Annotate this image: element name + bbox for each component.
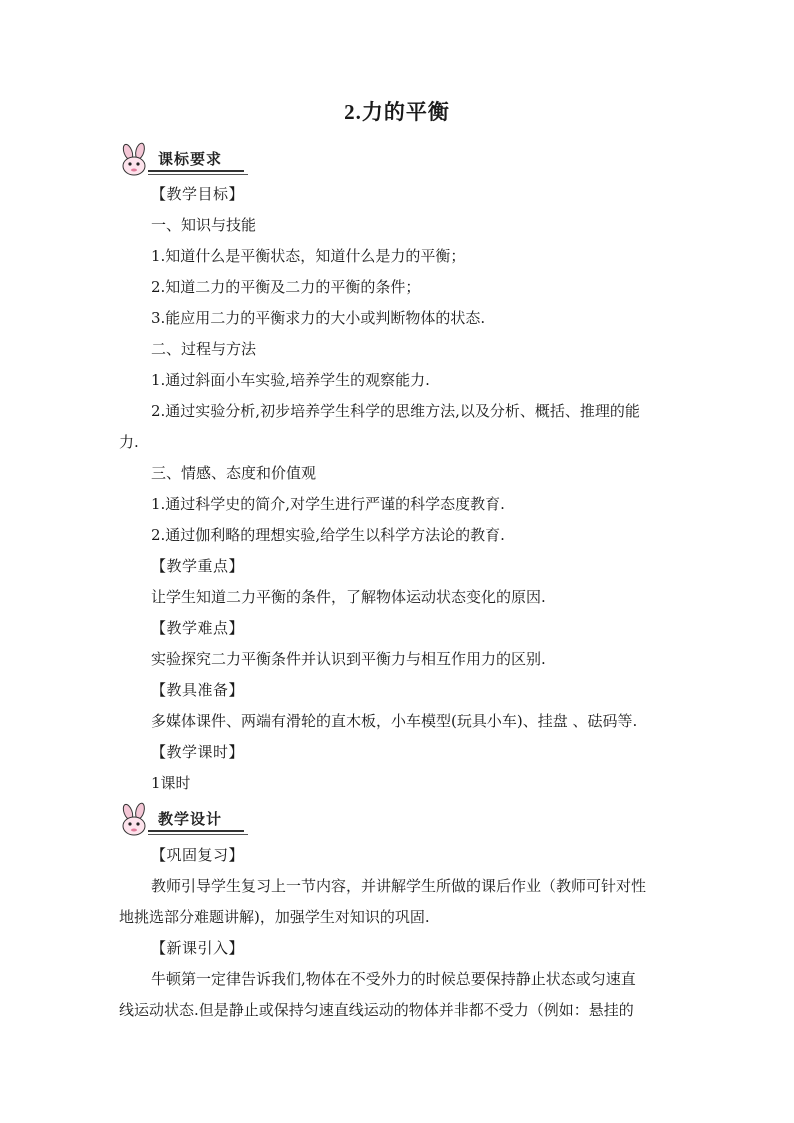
section-banner-design: [118, 802, 246, 838]
subheading-knowledge: 一、知识与技能: [151, 216, 257, 234]
text-line: 多媒体课件、两端有滑轮的直木板，小车模型(玩具小车)、挂盘 、砝码等.: [151, 712, 638, 730]
text-line: 让学生知道二力平衡的条件，了解物体运动状态变化的原因.: [151, 588, 546, 606]
banner-underline: [148, 174, 248, 175]
text-line: 线运动状态.但是静止或保持匀速直线运动的物体并非都不受力（例如：悬挂的: [119, 1001, 634, 1019]
text-line: 2.通过实验分析,初步培养学生科学的思维方法,以及分析、概括、推理的能: [151, 402, 640, 420]
heading-class-hours: 【教学课时】: [151, 743, 245, 761]
subheading-process: 二、过程与方法: [151, 340, 257, 358]
banner-title: 课标要求: [158, 150, 223, 168]
heading-key-points: 【教学重点】: [151, 557, 245, 575]
text-line: 2.通过伽利略的理想实验,给学生以科学方法论的教育.: [151, 526, 505, 544]
page-title: 2.力的平衡: [344, 100, 450, 124]
banner-title: 教学设计: [158, 810, 223, 828]
mascot-icon: [118, 802, 158, 838]
text-line: 1.知道什么是平衡状态，知道什么是力的平衡；: [151, 247, 466, 265]
text-line: 1.通过科学史的简介,对学生进行严谨的科学态度教育.: [151, 495, 505, 513]
text-line: 力.: [119, 433, 139, 451]
banner-underline: [148, 830, 244, 832]
text-line: 地挑选部分难题讲解)，加强学生对知识的巩固.: [119, 908, 430, 926]
heading-teaching-goals: 【教学目标】: [151, 185, 245, 203]
text-line: 实验探究二力平衡条件并认识到平衡力与相互作用力的区别.: [151, 650, 546, 668]
text-line: 3.能应用二力的平衡求力的大小或判断物体的状态.: [151, 309, 486, 327]
banner-underline: [148, 834, 248, 835]
text-line: 1.通过斜面小车实验,培养学生的观察能力.: [151, 371, 430, 389]
text-line: 2.知道二力的平衡及二力的平衡的条件；: [151, 278, 421, 296]
subheading-emotion: 三、情感、态度和价值观: [151, 464, 317, 482]
heading-difficulties: 【教学难点】: [151, 619, 245, 637]
text-line: 1课时: [151, 774, 191, 792]
text-line: 教师引导学生复习上一节内容，并讲解学生所做的课后作业（教师可针对性: [151, 877, 647, 895]
banner-underline: [148, 170, 244, 172]
section-banner-curriculum: [118, 142, 246, 178]
heading-review: 【巩固复习】: [151, 846, 245, 864]
heading-new-lesson: 【新课引入】: [151, 939, 245, 957]
text-line: 牛顿第一定律告诉我们,物体在不受外力的时候总要保持静止状态或匀速直: [151, 970, 636, 988]
heading-materials: 【教具准备】: [151, 681, 245, 699]
mascot-icon: [118, 142, 158, 178]
